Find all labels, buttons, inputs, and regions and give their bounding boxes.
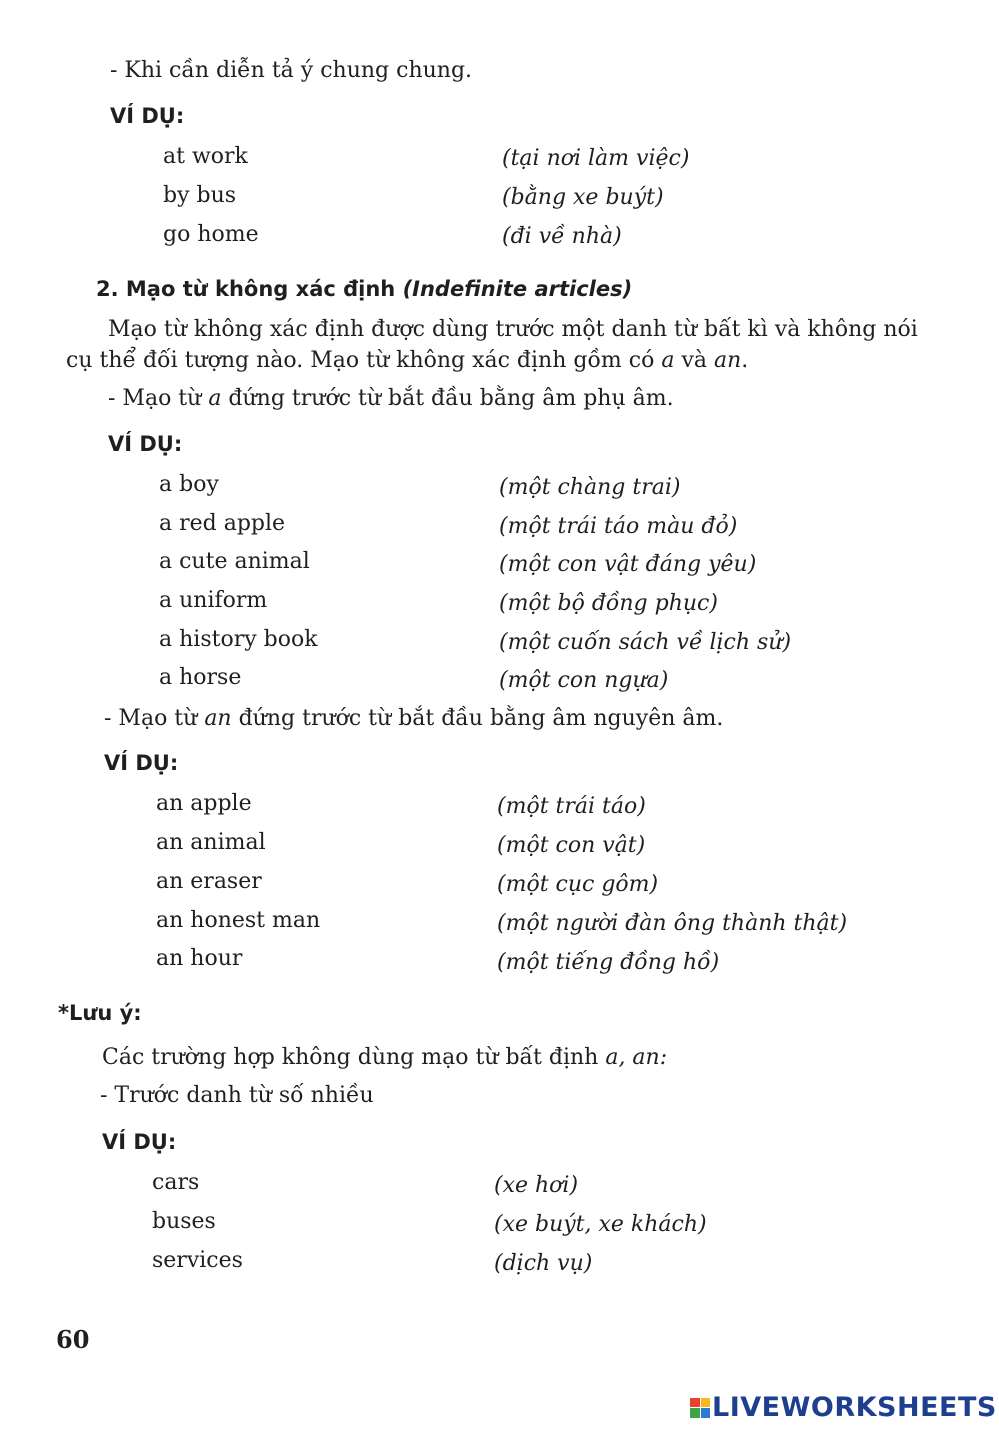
example-en: an apple bbox=[156, 791, 252, 816]
paragraph-text: Mạo từ không xác định được dùng trước một danh từ bất kì và không nói cụ thể đối tượng nào. Mạo từ không xác định gồm có bbox=[66, 317, 918, 373]
example-en: a cute animal bbox=[159, 549, 310, 574]
liveworksheets-logo bbox=[690, 1392, 997, 1423]
example-vi: (bằng xe buýt) bbox=[502, 185, 664, 210]
section-paragraph bbox=[66, 314, 946, 376]
rule-text: - Mạo từ bbox=[104, 706, 205, 731]
example-vi: (một trái táo) bbox=[497, 794, 646, 819]
rule-text: đứng trước từ bắt đầu bằng âm nguyên âm. bbox=[231, 706, 724, 731]
note-line-1 bbox=[102, 1045, 667, 1070]
example-en: services bbox=[152, 1248, 243, 1273]
rule-a bbox=[108, 386, 674, 411]
note-line-2: - Trước danh từ số nhiều bbox=[100, 1083, 374, 1108]
example-vi: (một bộ đồng phục) bbox=[499, 591, 718, 616]
example-vi: (một con vật đáng yêu) bbox=[499, 552, 757, 577]
example-en: cars bbox=[152, 1170, 200, 1195]
paragraph-word-an: an bbox=[714, 348, 742, 373]
example-en: an eraser bbox=[156, 869, 262, 894]
example-label: VÍ DỤ: bbox=[104, 751, 179, 775]
logo-text: LIVEWORKSHEETS bbox=[712, 1392, 997, 1423]
note-words: a, an: bbox=[605, 1045, 668, 1070]
example-vi: (đi về nhà) bbox=[502, 224, 622, 249]
example-vi: (xe hơi) bbox=[494, 1173, 579, 1198]
example-en: a history book bbox=[159, 627, 318, 652]
example-en: buses bbox=[152, 1209, 216, 1234]
rule-word: an bbox=[204, 706, 232, 731]
example-en: an animal bbox=[156, 830, 266, 855]
example-en: a uniform bbox=[159, 588, 268, 613]
example-vi: (dịch vụ) bbox=[494, 1251, 593, 1276]
logo-grid-icon bbox=[690, 1398, 710, 1418]
example-vi: (một con vật) bbox=[497, 833, 646, 858]
section-heading bbox=[96, 277, 632, 301]
section-heading-vi: 2. Mạo từ không xác định bbox=[96, 277, 396, 301]
rule-an bbox=[104, 706, 723, 731]
intro-line: - Khi cần diễn tả ý chung chung. bbox=[110, 58, 473, 83]
example-label: VÍ DỤ: bbox=[110, 104, 185, 128]
example-vi: (tại nơi làm việc) bbox=[502, 146, 690, 171]
paragraph-text: . bbox=[741, 348, 749, 373]
note-label: *Lưu ý: bbox=[58, 1001, 142, 1025]
example-en: by bus bbox=[163, 183, 237, 208]
example-label: VÍ DỤ: bbox=[102, 1130, 177, 1154]
page-number: 60 bbox=[56, 1325, 90, 1354]
example-vi: (một tiếng đồng hồ) bbox=[497, 950, 720, 975]
paragraph-word-a: a bbox=[661, 348, 675, 373]
example-vi: (xe buýt, xe khách) bbox=[494, 1212, 707, 1237]
example-vi: (một chàng trai) bbox=[499, 475, 681, 500]
example-en: an hour bbox=[156, 946, 243, 971]
example-en: at work bbox=[163, 144, 248, 169]
example-en: an honest man bbox=[156, 908, 321, 933]
section-heading-en: (Indefinite articles) bbox=[402, 277, 633, 301]
example-vi: (một con ngựa) bbox=[499, 668, 669, 693]
rule-text: - Mạo từ bbox=[108, 386, 209, 411]
example-en: a horse bbox=[159, 665, 242, 690]
example-vi: (một người đàn ông thành thật) bbox=[497, 911, 848, 936]
example-en: a red apple bbox=[159, 511, 286, 536]
example-en: go home bbox=[163, 222, 259, 247]
example-vi: (một cục gôm) bbox=[497, 872, 659, 897]
example-vi: (một trái táo màu đỏ) bbox=[499, 514, 738, 539]
example-vi: (một cuốn sách về lịch sử) bbox=[499, 630, 792, 655]
rule-word: a bbox=[208, 386, 222, 411]
paragraph-text: và bbox=[674, 348, 714, 373]
rule-text: đứng trước từ bắt đầu bằng âm phụ âm. bbox=[221, 386, 674, 411]
example-label: VÍ DỤ: bbox=[108, 432, 183, 456]
note-text: Các trường hợp không dùng mạo từ bất định bbox=[102, 1045, 606, 1070]
example-en: a boy bbox=[159, 472, 219, 497]
